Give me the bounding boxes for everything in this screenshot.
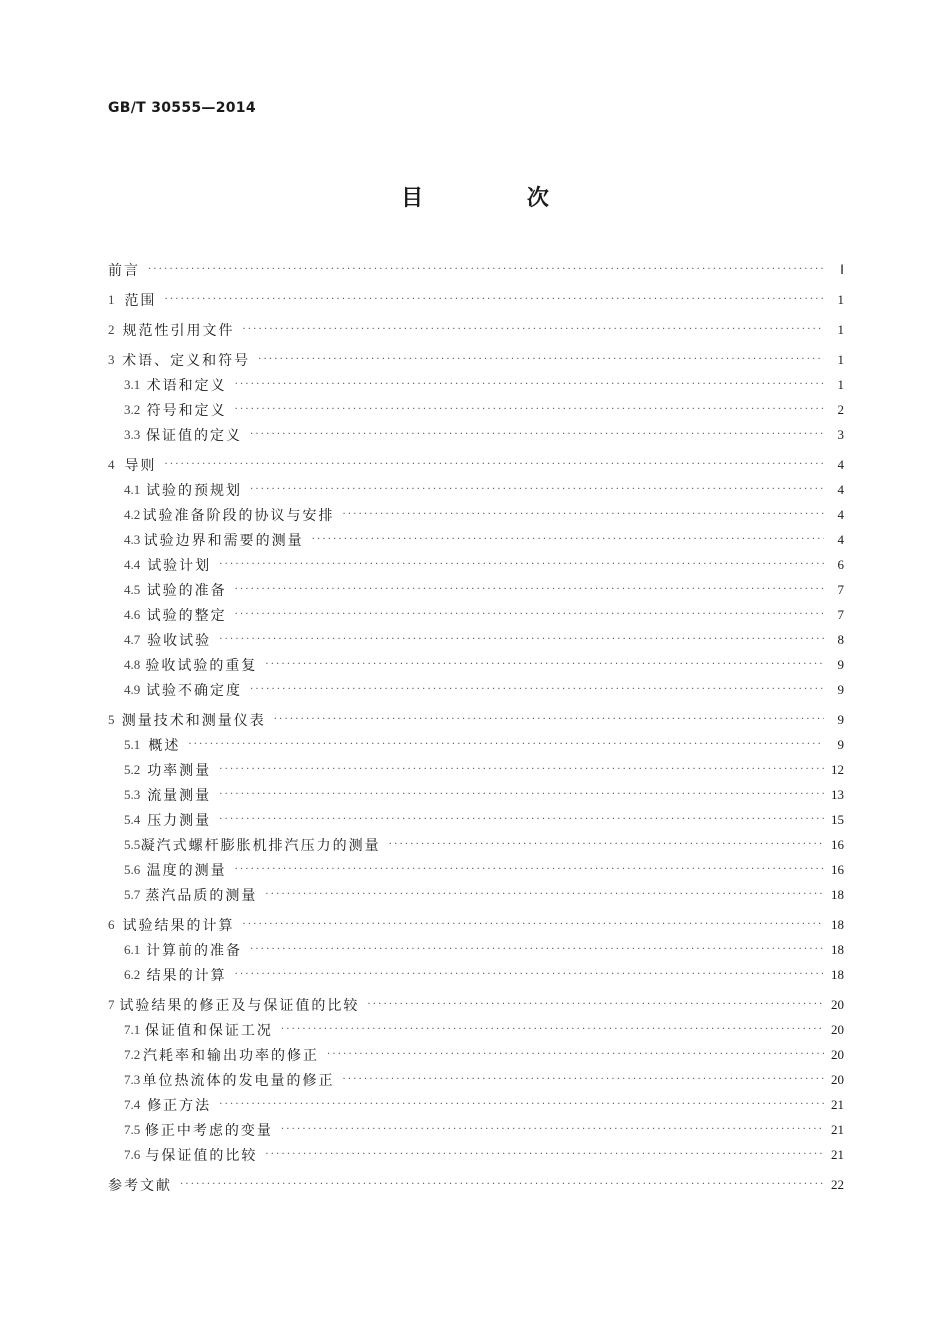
toc-entry-page: 13 xyxy=(831,787,844,802)
toc-entry-number: 4.7 xyxy=(124,632,141,647)
toc-entry-label: 保证值的定义 xyxy=(146,428,242,444)
toc-entry-page: 16 xyxy=(831,837,844,852)
toc-entry-number: 7 xyxy=(108,997,115,1012)
toc-entry[interactable] xyxy=(108,809,844,831)
toc-entry-page: 20 xyxy=(831,1022,844,1037)
toc-entry-page: 4 xyxy=(837,482,844,497)
toc-entry-label: 修正中考虑的变量 xyxy=(144,1123,273,1139)
toc-entry-number: 3 xyxy=(108,352,115,367)
toc-entry-page: 9 xyxy=(837,657,844,672)
dot-leader xyxy=(219,1094,824,1116)
toc-entry[interactable] xyxy=(108,1044,844,1066)
dot-leader xyxy=(219,784,824,806)
toc-entry-label: 单位热流体的发电量的修正 xyxy=(142,1073,335,1089)
toc-entry-number: 4 xyxy=(108,457,115,472)
toc-entry-number: 4.9 xyxy=(124,682,141,697)
toc-entry[interactable] xyxy=(108,1019,844,1041)
toc-entry-number: 6.1 xyxy=(124,942,141,957)
toc-entry[interactable] xyxy=(108,654,844,676)
toc-entry-number: 5.5 xyxy=(124,837,141,852)
toc-entry[interactable] xyxy=(108,629,844,651)
toc-entry-page: 4 xyxy=(837,507,844,522)
dot-leader xyxy=(235,964,824,986)
toc-entry-label: 符号和定义 xyxy=(146,403,227,419)
toc-entry[interactable] xyxy=(108,554,844,576)
toc-entry-label: 试验结果的修正及与保证值的比较 xyxy=(119,998,360,1014)
dot-leader xyxy=(148,259,824,281)
toc-entry-label: 温度的测量 xyxy=(146,863,227,879)
toc-entry-label: 参考文献 xyxy=(108,1178,172,1194)
toc-entry-page: 18 xyxy=(831,917,844,932)
toc-entry-number: 3.3 xyxy=(124,427,141,442)
toc-entry-number: 5.2 xyxy=(124,762,141,777)
toc-entry[interactable] xyxy=(108,604,844,626)
toc-entry-label: 试验边界和需要的测量 xyxy=(143,533,304,549)
toc-entry-page: 20 xyxy=(831,1072,844,1087)
toc-entry-label: 凝汽式螺杆膨胀机排汽压力的测量 xyxy=(140,838,381,854)
toc-entry-page: 7 xyxy=(837,582,844,597)
toc-entry[interactable] xyxy=(108,679,844,701)
toc-entry[interactable] xyxy=(108,399,844,421)
dot-leader xyxy=(265,654,824,676)
toc-entry-label: 与保证值的比较 xyxy=(145,1148,258,1164)
toc-entry[interactable] xyxy=(108,1069,844,1091)
toc-entry-label: 导则 xyxy=(124,458,157,474)
toc-entry-label: 试验计划 xyxy=(147,558,212,574)
dot-leader xyxy=(389,834,824,856)
toc-entry-number: 5.6 xyxy=(124,862,141,877)
dot-leader xyxy=(242,914,824,936)
toc-entry-page: 7 xyxy=(837,607,844,622)
toc-entry-page: 1 xyxy=(837,322,844,337)
toc-entry-page: 21 xyxy=(831,1122,844,1137)
dot-leader xyxy=(188,734,824,756)
toc-entry-page: 20 xyxy=(831,997,844,1012)
toc-entry-number: 5.7 xyxy=(124,887,141,902)
toc-entry[interactable] xyxy=(108,1094,844,1116)
toc-entry[interactable] xyxy=(108,884,844,906)
toc-entry-label: 规范性引用文件 xyxy=(122,323,235,339)
toc-entry-label: 试验的整定 xyxy=(146,608,227,624)
toc-entry-number: 3.1 xyxy=(124,377,141,392)
dot-leader xyxy=(327,1044,824,1066)
dot-leader xyxy=(342,1069,824,1091)
dot-leader xyxy=(219,809,824,831)
dot-leader xyxy=(281,1119,824,1141)
toc-entry-label: 术语和定义 xyxy=(146,378,227,394)
toc-entry-label: 结果的计算 xyxy=(146,968,227,984)
dot-leader xyxy=(235,374,824,396)
toc-entry[interactable] xyxy=(108,424,844,446)
toc-entry[interactable] xyxy=(108,259,844,281)
toc-entry-number: 4.3 xyxy=(124,532,141,547)
toc-entry-label: 压力测量 xyxy=(147,813,212,829)
toc-entry-number: 2 xyxy=(108,322,115,337)
dot-leader xyxy=(367,994,824,1016)
toc-entry-page: 21 xyxy=(831,1147,844,1162)
toc-entry-page: 18 xyxy=(831,887,844,902)
toc-entry[interactable] xyxy=(108,1144,844,1166)
toc-entry-number: 3.2 xyxy=(124,402,141,417)
toc-entry-number: 7.5 xyxy=(124,1122,141,1137)
toc-entry-label: 蒸汽品质的测量 xyxy=(145,888,258,904)
toc-entry-number: 4.5 xyxy=(124,582,141,597)
toc-entry[interactable] xyxy=(108,914,844,936)
toc-entry-page: 18 xyxy=(831,967,844,982)
toc-entry[interactable] xyxy=(108,784,844,806)
toc-entry-number: 6 xyxy=(108,917,115,932)
toc-entry-page: 2 xyxy=(837,402,844,417)
dot-leader xyxy=(235,859,824,881)
toc-entry-number: 4.2 xyxy=(124,507,141,522)
toc-entry-number: 4.6 xyxy=(124,607,141,622)
dot-leader xyxy=(258,349,824,371)
toc-entry[interactable] xyxy=(108,504,844,526)
dot-leader xyxy=(342,504,824,526)
standard-number: GB/T 30555—2014 xyxy=(108,100,256,116)
toc-entry-number: 5.1 xyxy=(124,737,141,752)
toc-entry[interactable] xyxy=(108,734,844,756)
toc-entry-page: 6 xyxy=(837,557,844,572)
toc-entry-page: 12 xyxy=(831,762,844,777)
toc-entry[interactable] xyxy=(108,479,844,501)
toc-entry-label: 范围 xyxy=(124,293,157,309)
toc-entry-number: 7.1 xyxy=(124,1022,141,1037)
toc-entry-number: 7.4 xyxy=(124,1097,141,1112)
toc-entry-page: 22 xyxy=(831,1177,844,1192)
toc-entry-page: 8 xyxy=(837,632,844,647)
toc-entry-number: 7.2 xyxy=(124,1047,141,1062)
toc-entry-number: 6.2 xyxy=(124,967,141,982)
toc-entry[interactable] xyxy=(108,349,844,371)
toc-entry-label: 测量技术和测量仪表 xyxy=(121,713,266,729)
toc-entry-label: 试验的预规划 xyxy=(146,483,242,499)
toc-entry-number: 4.4 xyxy=(124,557,141,572)
toc-entry[interactable] xyxy=(108,859,844,881)
toc-entry-number: 4.8 xyxy=(124,657,141,672)
dot-leader xyxy=(180,1174,824,1196)
toc-entry-label: 流量测量 xyxy=(147,788,212,804)
dot-leader xyxy=(250,679,824,701)
dot-leader xyxy=(235,399,824,421)
toc-entry[interactable] xyxy=(108,1119,844,1141)
dot-leader xyxy=(274,709,824,731)
toc-entry-number: 4.1 xyxy=(124,482,141,497)
toc-entry-page: 18 xyxy=(831,942,844,957)
toc-entry-page: 15 xyxy=(831,812,844,827)
toc-entry-number: 5.3 xyxy=(124,787,141,802)
toc-entry[interactable] xyxy=(108,709,844,731)
toc-entry-page: 9 xyxy=(837,712,844,727)
toc-entry-label: 术语、定义和符号 xyxy=(122,353,251,369)
toc-entry-number: 5 xyxy=(108,712,115,727)
toc-entry[interactable] xyxy=(108,374,844,396)
toc-entry-label: 验收试验 xyxy=(147,633,212,649)
toc-entry-label: 试验不确定度 xyxy=(146,683,242,699)
toc-entry[interactable] xyxy=(108,834,844,856)
toc-entry-label: 计算前的准备 xyxy=(146,943,242,959)
toc-entry-label: 试验准备阶段的协议与安排 xyxy=(142,508,335,524)
dot-leader xyxy=(250,939,824,961)
toc-entry-page: 20 xyxy=(831,1047,844,1062)
dot-leader xyxy=(242,319,824,341)
toc-entry-page: 4 xyxy=(837,532,844,547)
toc-entry[interactable] xyxy=(108,579,844,601)
toc-entry-page: 3 xyxy=(837,427,844,442)
toc-entry[interactable] xyxy=(108,529,844,551)
dot-leader xyxy=(250,479,824,501)
dot-leader xyxy=(265,884,824,906)
toc-entry[interactable] xyxy=(108,319,844,341)
toc-entry-label: 功率测量 xyxy=(147,763,212,779)
toc-entry[interactable] xyxy=(108,939,844,961)
toc-entry-page: 9 xyxy=(837,737,844,752)
toc-entry-number: 7.6 xyxy=(124,1147,141,1162)
toc-entry[interactable] xyxy=(108,759,844,781)
dot-leader xyxy=(219,759,824,781)
toc-entry-number: 1 xyxy=(108,292,115,307)
toc-entry-page: 4 xyxy=(837,457,844,472)
dot-leader xyxy=(219,554,824,576)
toc-entry-number: 7.3 xyxy=(124,1072,141,1087)
dot-leader xyxy=(250,424,824,446)
dot-leader xyxy=(312,529,824,551)
toc-entry-label: 概述 xyxy=(148,738,181,754)
toc-entry-page: Ⅰ xyxy=(840,262,844,277)
toc-entry-page: 16 xyxy=(831,862,844,877)
toc-entry-page: 9 xyxy=(837,682,844,697)
dot-leader xyxy=(265,1144,824,1166)
toc-entry-page: 21 xyxy=(831,1097,844,1112)
toc-entry-page: 1 xyxy=(837,292,844,307)
toc-entry-page: 1 xyxy=(837,352,844,367)
toc-entry-label: 验收试验的重复 xyxy=(145,658,258,674)
dot-leader xyxy=(164,289,824,311)
dot-leader xyxy=(235,579,824,601)
dot-leader xyxy=(281,1019,824,1041)
toc-entry-page: 1 xyxy=(837,377,844,392)
toc-entry-label: 汽耗率和输出功率的修正 xyxy=(143,1048,320,1064)
toc-entry[interactable] xyxy=(108,289,844,311)
toc-entry-label: 试验的准备 xyxy=(146,583,227,599)
toc-entry[interactable] xyxy=(108,1174,844,1196)
dot-leader xyxy=(219,629,824,651)
dot-leader xyxy=(164,454,824,476)
toc-entry-label: 试验结果的计算 xyxy=(122,918,235,934)
page-title: 目 次 xyxy=(401,186,597,211)
toc-entry-number: 5.4 xyxy=(124,812,141,827)
toc-entry[interactable] xyxy=(108,964,844,986)
dot-leader xyxy=(235,604,824,626)
toc-entry-label: 保证值和保证工况 xyxy=(144,1023,273,1039)
toc-entry[interactable] xyxy=(108,994,844,1016)
toc-entry[interactable] xyxy=(108,454,844,476)
toc-entry-label: 前言 xyxy=(108,263,140,279)
toc-entry-label: 修正方法 xyxy=(147,1098,212,1114)
